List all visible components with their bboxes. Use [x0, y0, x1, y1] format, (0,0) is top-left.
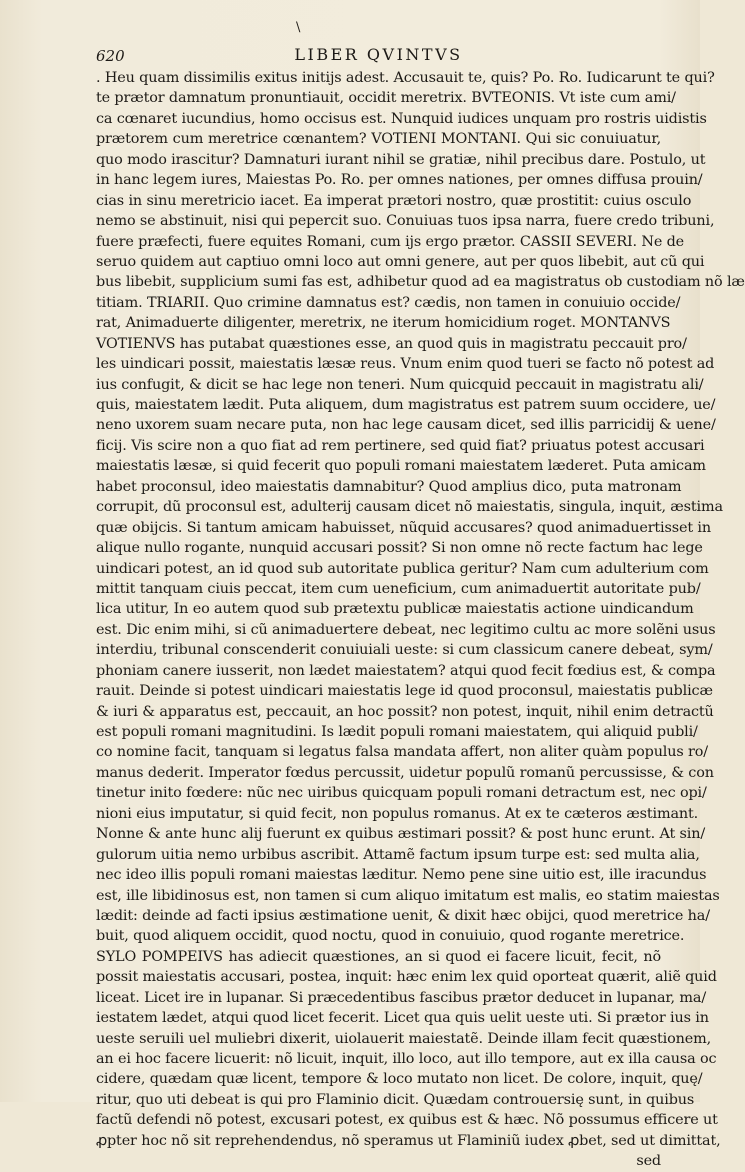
- text-line: te prætor damnatum pronuntiauit, occidit meretrix. BVTEONIS. Vt iste cum ami/: [96, 90, 676, 107]
- text-line: habet proconsul, ideo maiestatis damnabitur? Quod amplius dico, puta matronam: [96, 478, 682, 495]
- text-line: interdiu, tribunal conscenderit conuiuiali ueste: si cum classicum canere debeat, sym/: [96, 642, 713, 659]
- text-line: sed: [636, 1153, 661, 1170]
- page-header: [96, 45, 661, 67]
- text-line: co nomine facit, tanquam si legatus falsa mandata affert, non aliter quàm populus ro/: [96, 744, 708, 761]
- text-line: & iuri & apparatus est, peccauit, an hoc possit? non potest, inquit, nihil enim detractũ: [96, 703, 714, 720]
- text-line: bus libebit, supplicium sumi fas est, adhibetur quod ad ea magistratus ob custodiam nõ læ: [96, 274, 745, 291]
- text-line: cidere, quædam quæ licent, tempore & loco mutato non licet. De colore, inquit, quę/: [96, 1071, 703, 1088]
- text-line: iestatem lædet, atqui quod licet fecerit. Licet qua quis uelit ueste uti. Si prætor ius in: [96, 1010, 709, 1027]
- text-line: est, ille libidinosus est, non tamen si cum aliquo imitatum est malis, eo statim maiestas: [96, 887, 720, 904]
- text-line: gulorum uitia nemo urbibus ascribit. Attamẽ factum ipsum turpe est: sed multa alia,: [96, 846, 700, 863]
- text-line: uindicari potest, an id quod sub autoritate publica geritur? Nam cum adulterium com: [96, 560, 709, 577]
- text-line: tinetur inito fœdere: nũc nec uiribus quicquam populi romani detractum est, nec opi/: [96, 785, 707, 802]
- text-line: nemo se abstinuit, nisi qui pepercit suo. Conuiuas tuos ipsa narra, fuere credo tribuni,: [96, 213, 715, 230]
- text-line: est. Dic enim mihi, si cũ animaduertere debeat, nec legitimo cultu ac more solẽni usus: [96, 621, 716, 638]
- text-line: cias in sinu meretricio iacet. Ea imperat prætori nostro, quæ prostitit: cuius osculo: [96, 192, 692, 209]
- text-line: factũ defendi nõ potest, excusari potest, ex quibus est & hæc. Nõ possumus efficere ut: [96, 1112, 718, 1129]
- text-line: an ei hoc facere licuerit: nõ licuit, inquit, illo loco, aut illo tempore, aut ex illa causa oc: [96, 1051, 717, 1067]
- body-text: [96, 68, 745, 1172]
- text-line: titiam. TRIARII. Quo crimine damnatus est? cædis, non tamen in conuiuio occide/: [96, 294, 681, 311]
- text-line: manus dederit. Imperator fœdus percussit, uidetur populũ romanũ percussisse, & con: [96, 764, 714, 781]
- text-line: ueste seruili uel muliebri dixerit, uiolauerit maiestatẽ. Deinde illam fecit quæstionem,: [96, 1030, 712, 1047]
- text-line: ficij. Vis scire non a quo fiat ad rem pertinere, sed quid fiat? priuatus potest accusari: [96, 437, 705, 454]
- text-line: SYLO POMPEIVS has adiecit quæstiones, an si quod ei facere licuit, fecit, nõ: [96, 948, 661, 965]
- text-line: les uindicari possit, maiestatis læsæ reus. Vnum enim quod tueri se facto nõ potest ad: [96, 356, 715, 373]
- text-line: lædit: deinde ad facti ipsius æstimatione uenit, & dixit hæc obijci, quod meretrice ha/: [96, 907, 710, 924]
- text-line: est populi romani magnitudini. Is lædit populi romani maiestatem, qui aliquid publi/: [96, 724, 698, 740]
- text-line: phoniam canere iusserit, non lædet maiestatem? atqui quod fecit fœdius est, & compa: [96, 662, 716, 679]
- text-line: alique nullo rogante, nunquid accusari possit? Si non omne nõ recte factum hac lege: [96, 540, 703, 557]
- text-line: quo modo irascitur? Damnaturi iurant nihil se gratiæ, nihil precibus dare. Postulo, ut: [96, 151, 706, 168]
- text-line: ca cœnaret iucundius, homo occisus est. Nunquid iudices unquam pro rostris uidistis: [96, 110, 707, 127]
- text-line: corrupit, dũ proconsul est, adulterij causam dicet nõ maiestatis, singula, inquit, æstima: [96, 499, 723, 516]
- text-line: . Heu quam dissimilis exitus initijs adest. Accusauit te, quis? Po. Ro. Iudicarunt te qui?: [96, 70, 715, 86]
- running-head: LIBER QVINTVS: [294, 45, 463, 64]
- text-line: fuere præfecti, fuere equites Romani, cum ijs ergo prætor. CASSII SEVERI. Ne de: [96, 233, 685, 250]
- text-line: quis, maiestatem lædit. Puta aliquem, dum magistratus est patrem suum occidere, ue/: [96, 397, 716, 413]
- text-line: buit, quod aliquem occidit, quod noctu, quod in conuiuio, quod rogante meretrice.: [96, 928, 685, 945]
- page-number: 620: [96, 47, 125, 65]
- text-line: liceat. Licet ire in lupanar. Si præcedentibus fascibus prætor deducet in lupanar, ma/: [96, 989, 707, 1006]
- text-line: maiestatis læsæ, si quid fecerit quo populi romani maiestatem læderet. Puta amicam: [96, 458, 706, 475]
- text-line: prætorem cum meretrice cœnantem? VOTIENI MONTANI. Qui sic conuiuatur,: [96, 131, 661, 148]
- text-line: nioni eius imputatur, si quid fecit, non populus romanus. At ex te cæteros æstimant.: [96, 805, 699, 822]
- text-line: rauit. Deinde si potest uindicari maiestatis lege id quod proconsul, maiestatis publicæ: [96, 683, 713, 700]
- text-line: ius confugit, & dicit se hac lege non teneri. Num quicquid peccauit in magistratu ali/: [96, 376, 704, 393]
- text-line: quæ obijcis. Si tantum amicam habuisset, nũquid accusares? quod animaduertisset in: [96, 519, 711, 536]
- text-line: in hanc legem iures, Maiestas Po. Ro. per omnes nationes, per omnes diffusa prouin/: [96, 172, 703, 189]
- text-line: neno uxorem suam necare puta, non hac lege causam dicet, sed illis parricidij & uene/: [96, 417, 716, 434]
- text-line: seruo quidem aut captiuo omni loco aut omni genere, aut per quos libebit, aut cũ qui: [96, 253, 705, 270]
- text-line: possit maiestatis accusari, postea, inquit: hæc enim lex quid oporteat quærit, aliẽ quid: [96, 969, 717, 986]
- text-line: rat, Animaduerte diligenter, meretrix, ne iterum homicidium roget. MONTANVS: [96, 315, 671, 332]
- text-line: mittit tanquam ciuis peccat, item cum ueneficium, cum animaduertit autoritate pub/: [96, 580, 701, 597]
- text-line: ritur, quo uti debeat is qui pro Flaminio dicit. Quædam controuersię sunt, in quibus: [96, 1091, 695, 1108]
- text-line: VOTIENVS has putabat quæstiones esse, an quod quis in magistratu peccauit pro/: [96, 335, 687, 352]
- page-mark: \: [296, 20, 301, 35]
- text-line: Nonne & ante hunc alij fuerunt ex quibus æstimari possit? & post hunc erunt. At sin/: [96, 826, 706, 843]
- text-line: lica utitur, In eo autem quod sub prætextu publicæ maiestatis actione uindicandum: [96, 601, 694, 618]
- text-line: ꝓpter hoc nõ sit reprehendendus, nõ speramus ut Flaminiũ iudex ꝓbet, sed ut dimittat,: [96, 1132, 721, 1149]
- text-line: nec ideo illis populi romani maiestas læditur. Nemo pene sine uitio est, ille iracundus: [96, 867, 707, 884]
